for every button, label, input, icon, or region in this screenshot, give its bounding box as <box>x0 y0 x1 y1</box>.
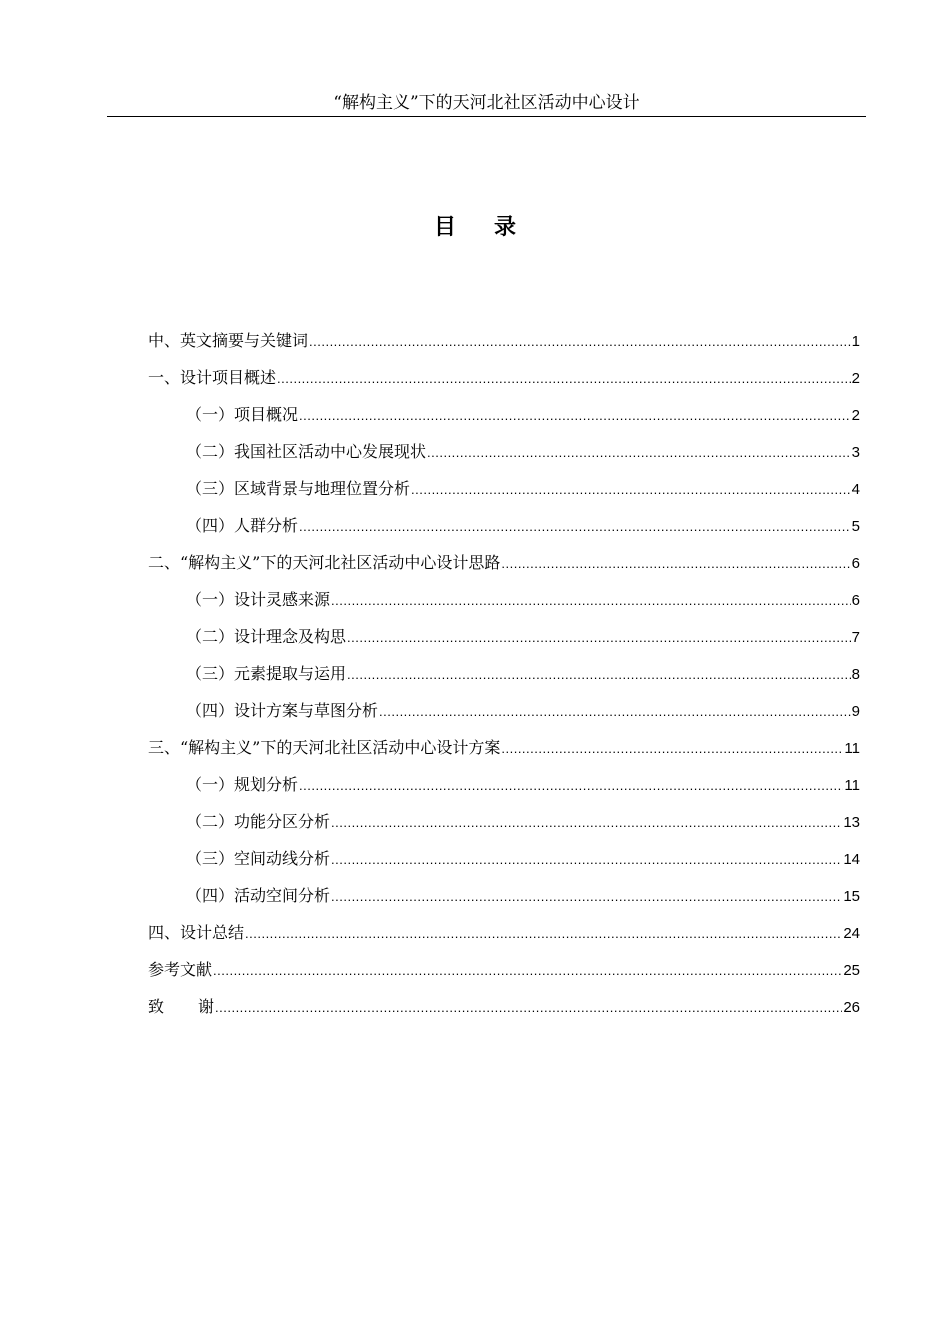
toc-entry-label: 参考文献 <box>148 960 213 979</box>
toc-entry-label: （一）设计灵感来源 <box>186 590 331 609</box>
toc-entry-page: 4 <box>851 481 860 498</box>
toc-entry-label: （二）设计理念及构思 <box>186 627 347 646</box>
toc-entry-page: 14 <box>843 851 860 868</box>
toc-entry-page: 2 <box>851 407 860 424</box>
toc-entry-section-1-3[interactable] <box>148 470 860 507</box>
toc-dot-leader <box>299 397 851 434</box>
toc-dot-leader <box>299 508 851 545</box>
toc-entry-page: 24 <box>843 925 860 942</box>
toc-entry-section-3-1[interactable] <box>148 766 860 803</box>
toc-entry-page: 6 <box>851 555 860 572</box>
toc-entry-section-2-3[interactable] <box>148 655 860 692</box>
toc-entry-label: （三）区域背景与地理位置分析 <box>186 479 411 498</box>
running-header <box>107 92 866 117</box>
toc-dot-leader <box>309 323 851 360</box>
toc-entry-page: 6 <box>851 592 860 609</box>
toc-entry-label: （四）人群分析 <box>186 516 299 535</box>
toc-entry-page: 25 <box>843 962 860 979</box>
toc-entry-page: 13 <box>843 814 860 831</box>
toc-dot-leader <box>347 619 851 656</box>
toc-dot-leader <box>331 804 842 841</box>
toc-entry-label: 中、英文摘要与关键词 <box>148 331 309 350</box>
toc-dot-leader <box>379 693 851 730</box>
toc-entry-page: 11 <box>844 740 860 757</box>
toc-entry-acknowledgements[interactable] <box>148 988 860 1025</box>
toc-dot-leader <box>501 545 850 582</box>
toc-dot-leader <box>299 767 843 804</box>
toc-entry-section-3-3[interactable] <box>148 840 860 877</box>
toc-entry-label: （二）功能分区分析 <box>186 812 331 831</box>
toc-list <box>148 322 860 1025</box>
toc-entry-label: 致谢 <box>148 997 249 1016</box>
toc-entry-page: 8 <box>851 666 860 683</box>
toc-entry-chapter-1[interactable] <box>148 359 860 396</box>
toc-entry-page: 15 <box>843 888 860 905</box>
toc-entry-page: 11 <box>844 777 860 794</box>
toc-dot-leader <box>501 730 843 767</box>
toc-dot-leader <box>331 582 851 619</box>
toc-entry-page: 5 <box>851 518 860 535</box>
toc-entry-page: 9 <box>851 703 860 720</box>
toc-title: 目录 <box>433 214 554 240</box>
toc-entry-page: 26 <box>843 999 860 1016</box>
toc-dot-leader <box>427 434 851 471</box>
toc-entry-section-1-4[interactable] <box>148 507 860 544</box>
toc-entry-section-1-1[interactable] <box>148 396 860 433</box>
toc-entry-label: （四）活动空间分析 <box>186 886 331 905</box>
toc-dot-leader <box>215 989 842 1026</box>
toc-entry-page: 2 <box>851 370 860 387</box>
toc-entry-label: 四、设计总结 <box>148 923 245 942</box>
toc-dot-leader <box>245 915 842 952</box>
toc-entry-chapter-2[interactable] <box>148 544 860 581</box>
toc-entry-page: 3 <box>851 444 860 461</box>
toc-entry-section-3-2[interactable] <box>148 803 860 840</box>
toc-entry-label: （二）我国社区活动中心发展现状 <box>186 442 427 461</box>
toc-entry-label: （三）元素提取与运用 <box>186 664 347 683</box>
toc-entry-label: 三、“解构主义”下的天河北社区活动中心设计方案 <box>148 738 501 757</box>
toc-dot-leader <box>411 471 851 508</box>
running-header-title: “解构主义”下的天河北社区活动中心设计 <box>333 93 640 113</box>
toc-entry-label: 二、“解构主义”下的天河北社区活动中心设计思路 <box>148 553 501 572</box>
toc-entry-section-1-2[interactable] <box>148 433 860 470</box>
toc-dot-leader <box>277 360 851 397</box>
toc-entry-page: 1 <box>851 333 860 350</box>
toc-dot-leader <box>331 841 842 878</box>
toc-entry-section-2-4[interactable] <box>148 692 860 729</box>
toc-entry-chapter-3[interactable] <box>148 729 860 766</box>
toc-entry-chapter-4[interactable] <box>148 914 860 951</box>
toc-entry-label: （一）项目概况 <box>186 405 299 424</box>
toc-dot-leader <box>331 878 842 915</box>
toc-entry-label: （四）设计方案与草图分析 <box>186 701 379 720</box>
toc-entry-section-2-1[interactable] <box>148 581 860 618</box>
toc-entry-page: 7 <box>851 629 860 646</box>
toc-dot-leader <box>213 952 842 989</box>
toc-entry-references[interactable] <box>148 951 860 988</box>
toc-entry-section-2-2[interactable] <box>148 618 860 655</box>
toc-entry-abstract[interactable] <box>148 322 860 359</box>
toc-entry-label: （一）规划分析 <box>186 775 299 794</box>
toc-entry-label: 一、设计项目概述 <box>148 368 277 387</box>
toc-entry-label: （三）空间动线分析 <box>186 849 331 868</box>
toc-entry-section-3-4[interactable] <box>148 877 860 914</box>
toc-dot-leader <box>347 656 851 693</box>
